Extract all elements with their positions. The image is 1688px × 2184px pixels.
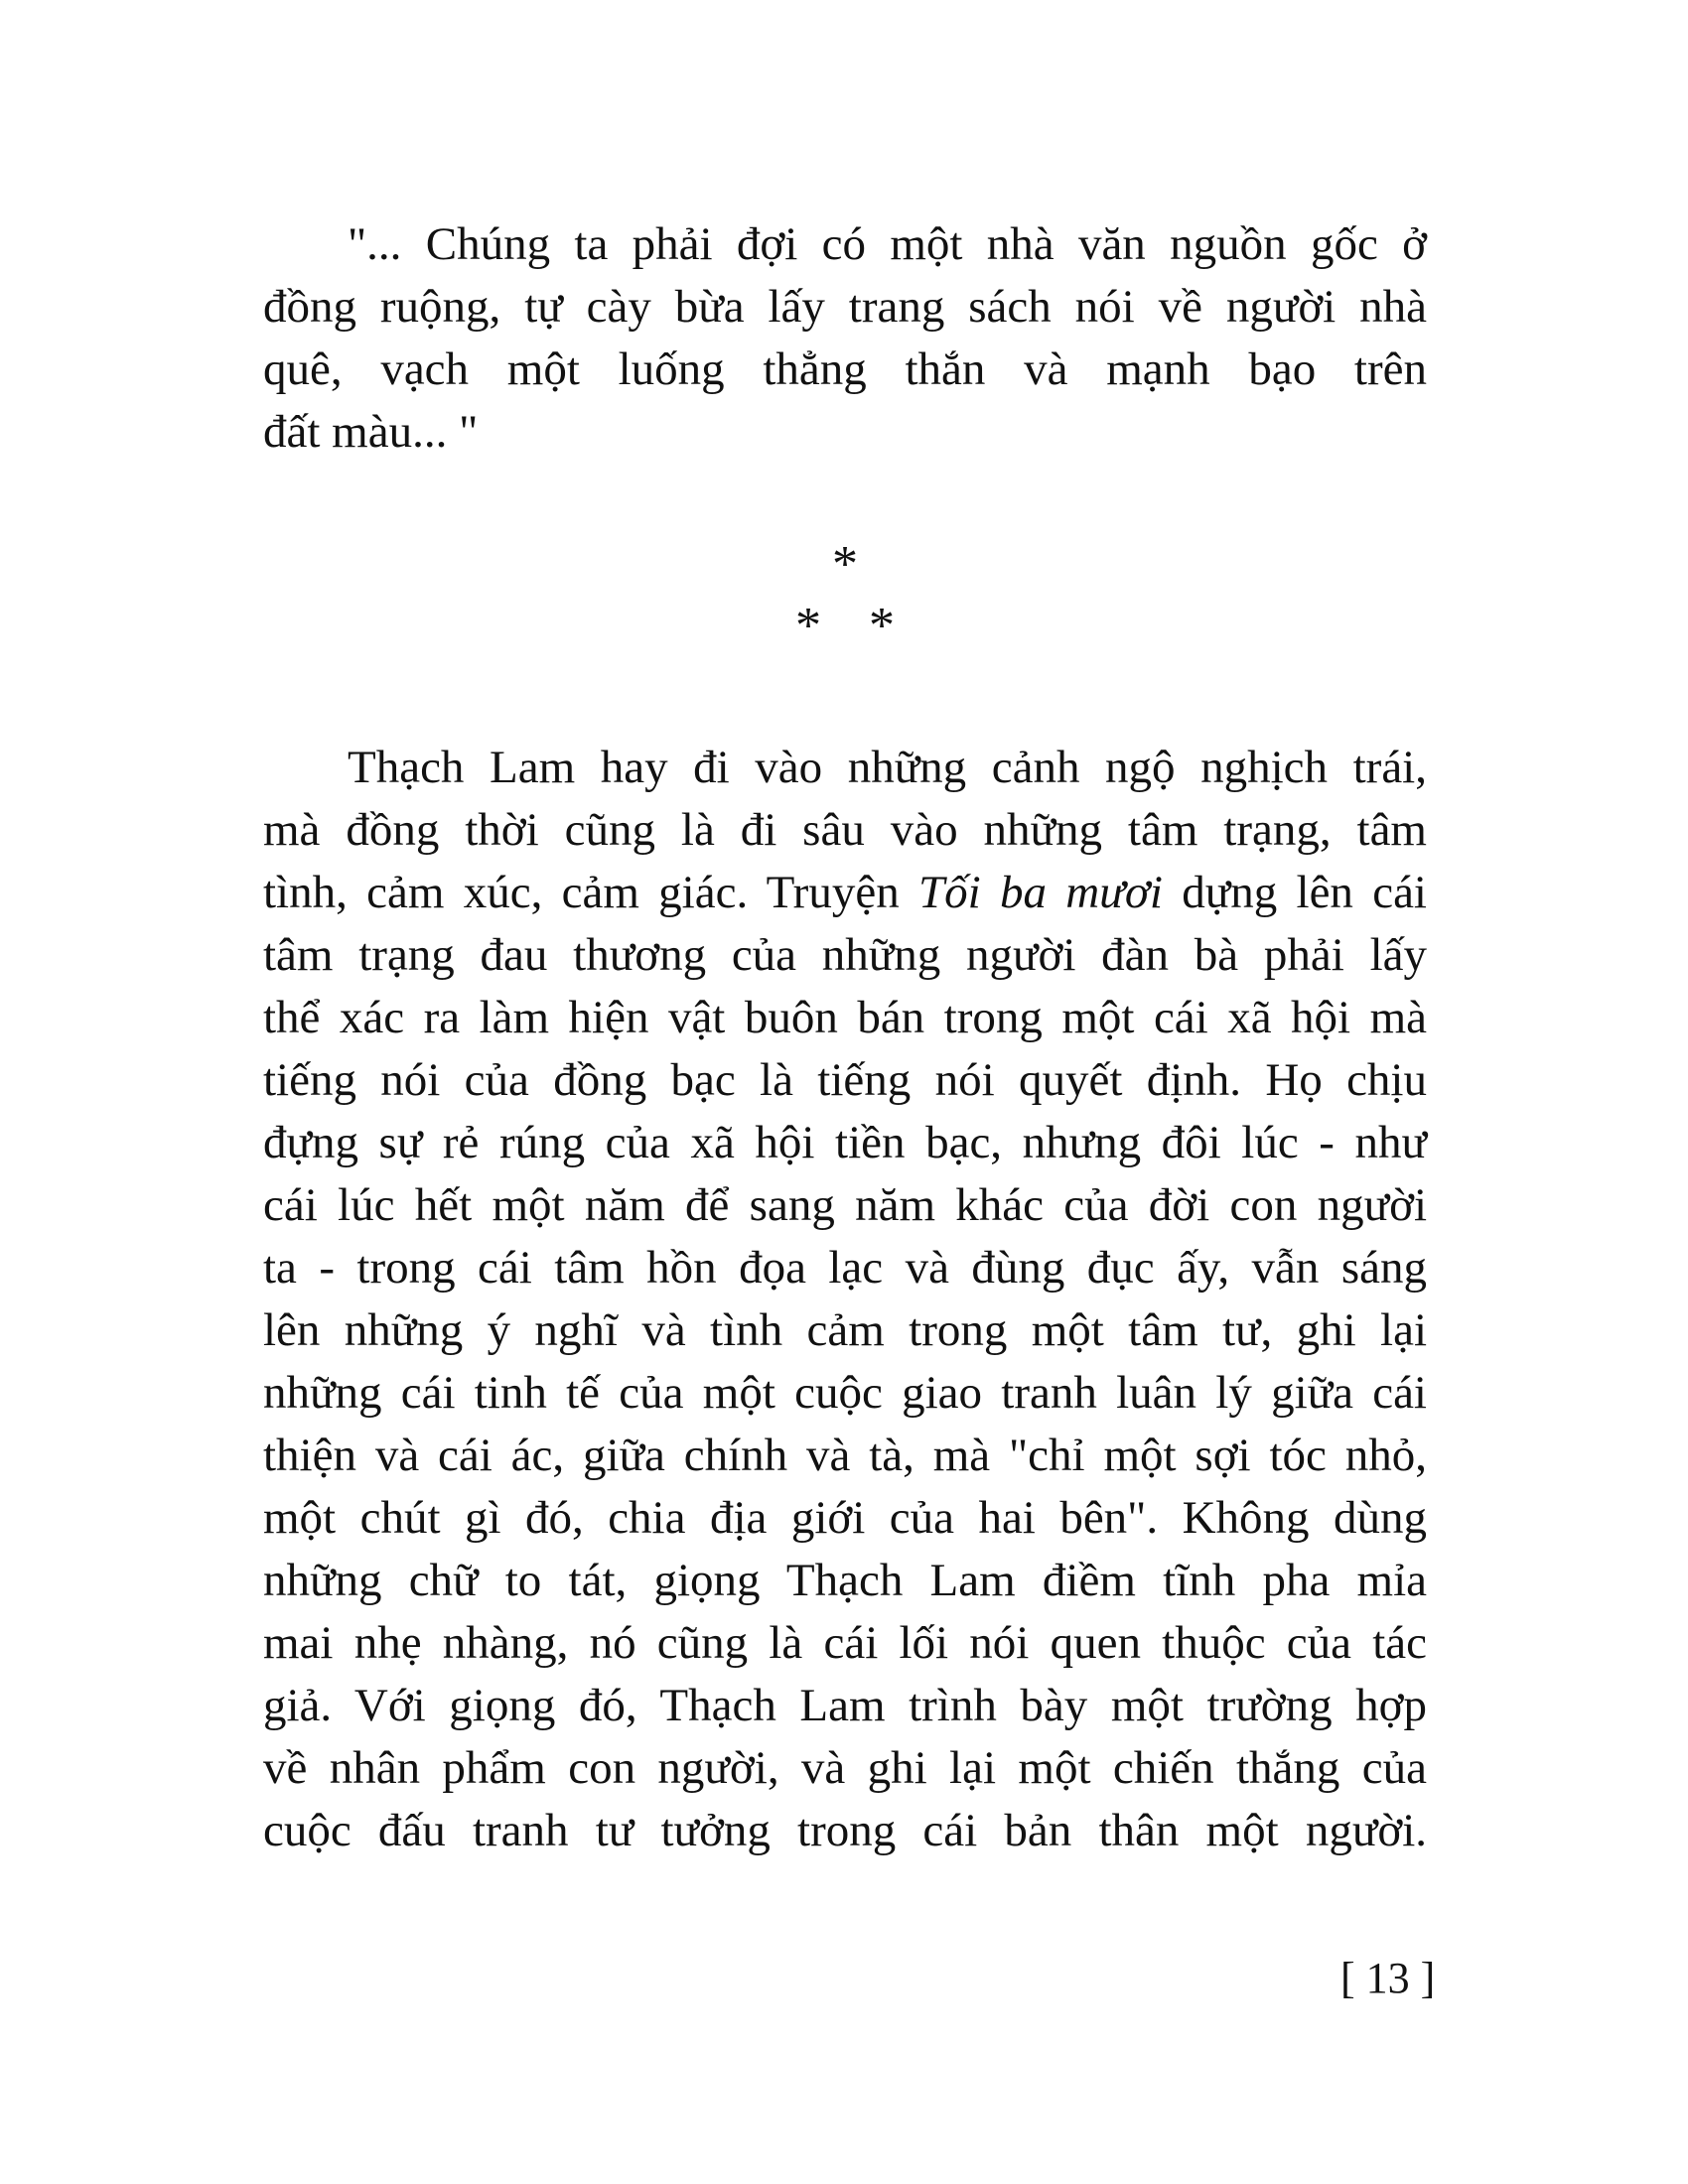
text-line [263, 737, 1427, 799]
text-line [263, 1487, 1427, 1550]
text-line [263, 799, 1427, 862]
text-segment: mai nhẹ nhàng, nó cũng là cái lối nói quen thuộc của tác [263, 1617, 1427, 1669]
text-segment: mà đồng thời cũng là đi sâu vào những tâm trạng, tâm [263, 804, 1427, 856]
text-line [263, 987, 1427, 1049]
main-paragraph [263, 737, 1427, 1862]
text-segment: những chữ to tát, giọng Thạch Lam điềm tĩnh pha mỉa [263, 1555, 1427, 1606]
text-line [263, 862, 1427, 924]
asterisk-separator [263, 534, 1427, 657]
text-line [263, 1425, 1427, 1487]
text-line [263, 339, 1427, 401]
quote-block [263, 213, 1427, 464]
text-segment: cái lúc hết một năm để sang năm khác của đời con người [263, 1179, 1427, 1231]
text-line [263, 924, 1427, 987]
text-line [263, 1550, 1427, 1612]
text-line [263, 1362, 1427, 1425]
text-segment: những cái tinh tế của một cuộc giao tranh luân lý giữa cái [263, 1367, 1427, 1419]
asterisk-icon: * [832, 536, 858, 593]
text-segment: tình, cảm xúc, cảm giác. Truyện [263, 867, 918, 918]
text-line [263, 1049, 1427, 1112]
text-segment: về nhân phẩm con người, và ghi lại một chiến thắng của [263, 1742, 1427, 1794]
text-segment: đất màu... " [263, 406, 479, 458]
text-line [263, 276, 1427, 339]
text-segment: giả. Với giọng đó, Thạch Lam trình bày một trường hợp [263, 1680, 1427, 1731]
text-segment: Thạch Lam hay đi vào những cảnh ngộ nghịch trái, [348, 742, 1427, 793]
text-segment: một chút gì đó, chia địa giới của hai bên". Không dùng [263, 1492, 1427, 1544]
text-segment: ta - trong cái tâm hồn đọa lạc và đùng đục ấy, vẫn sáng [263, 1242, 1427, 1294]
text-line [263, 1800, 1427, 1862]
text-line [263, 213, 1427, 276]
text-line [263, 1174, 1427, 1237]
page-number: [ 13 ] [1340, 1954, 1436, 2002]
text-line [263, 1237, 1427, 1299]
text-line [263, 1612, 1427, 1675]
text-line [263, 1675, 1427, 1737]
story-title-italic: Tối ba mươi [917, 867, 1163, 918]
text-segment: lên những ý nghĩ và tình cảm trong một tâm tư, ghi lại [263, 1304, 1427, 1356]
separator-row-bottom [263, 596, 1427, 657]
separator-row-top [263, 534, 1427, 596]
text-line [263, 401, 1427, 464]
text-segment: thiện và cái ác, giữa chính và tà, mà "chỉ một sợi tóc nhỏ, [263, 1430, 1427, 1481]
text-segment: dựng lên cái [1162, 867, 1427, 918]
text-line [263, 1737, 1427, 1800]
text-line [263, 1299, 1427, 1362]
text-line [263, 1112, 1427, 1174]
asterisk-icon: * [795, 598, 821, 654]
text-segment: cuộc đấu tranh tư tưởng trong cái bản thân một người. [263, 1805, 1427, 1856]
asterisk-icon: * [869, 598, 895, 654]
text-segment: đựng sự rẻ rúng của xã hội tiền bạc, nhưng đôi lúc - như [263, 1117, 1427, 1168]
text-segment: tâm trạng đau thương của những người đàn bà phải lấy [263, 929, 1427, 981]
text-segment: tiếng nói của đồng bạc là tiếng nói quyết định. Họ chịu [263, 1054, 1427, 1106]
text-segment: quê, vạch một luống thẳng thắn và mạnh bạo trên [263, 343, 1427, 395]
text-segment: thể xác ra làm hiện vật buôn bán trong một cái xã hội mà [263, 992, 1427, 1043]
text-segment: "... Chúng ta phải đợi có một nhà văn nguồn gốc ở [348, 218, 1427, 270]
text-segment: đồng ruộng, tự cày bừa lấy trang sách nói về người nhà [263, 281, 1427, 333]
